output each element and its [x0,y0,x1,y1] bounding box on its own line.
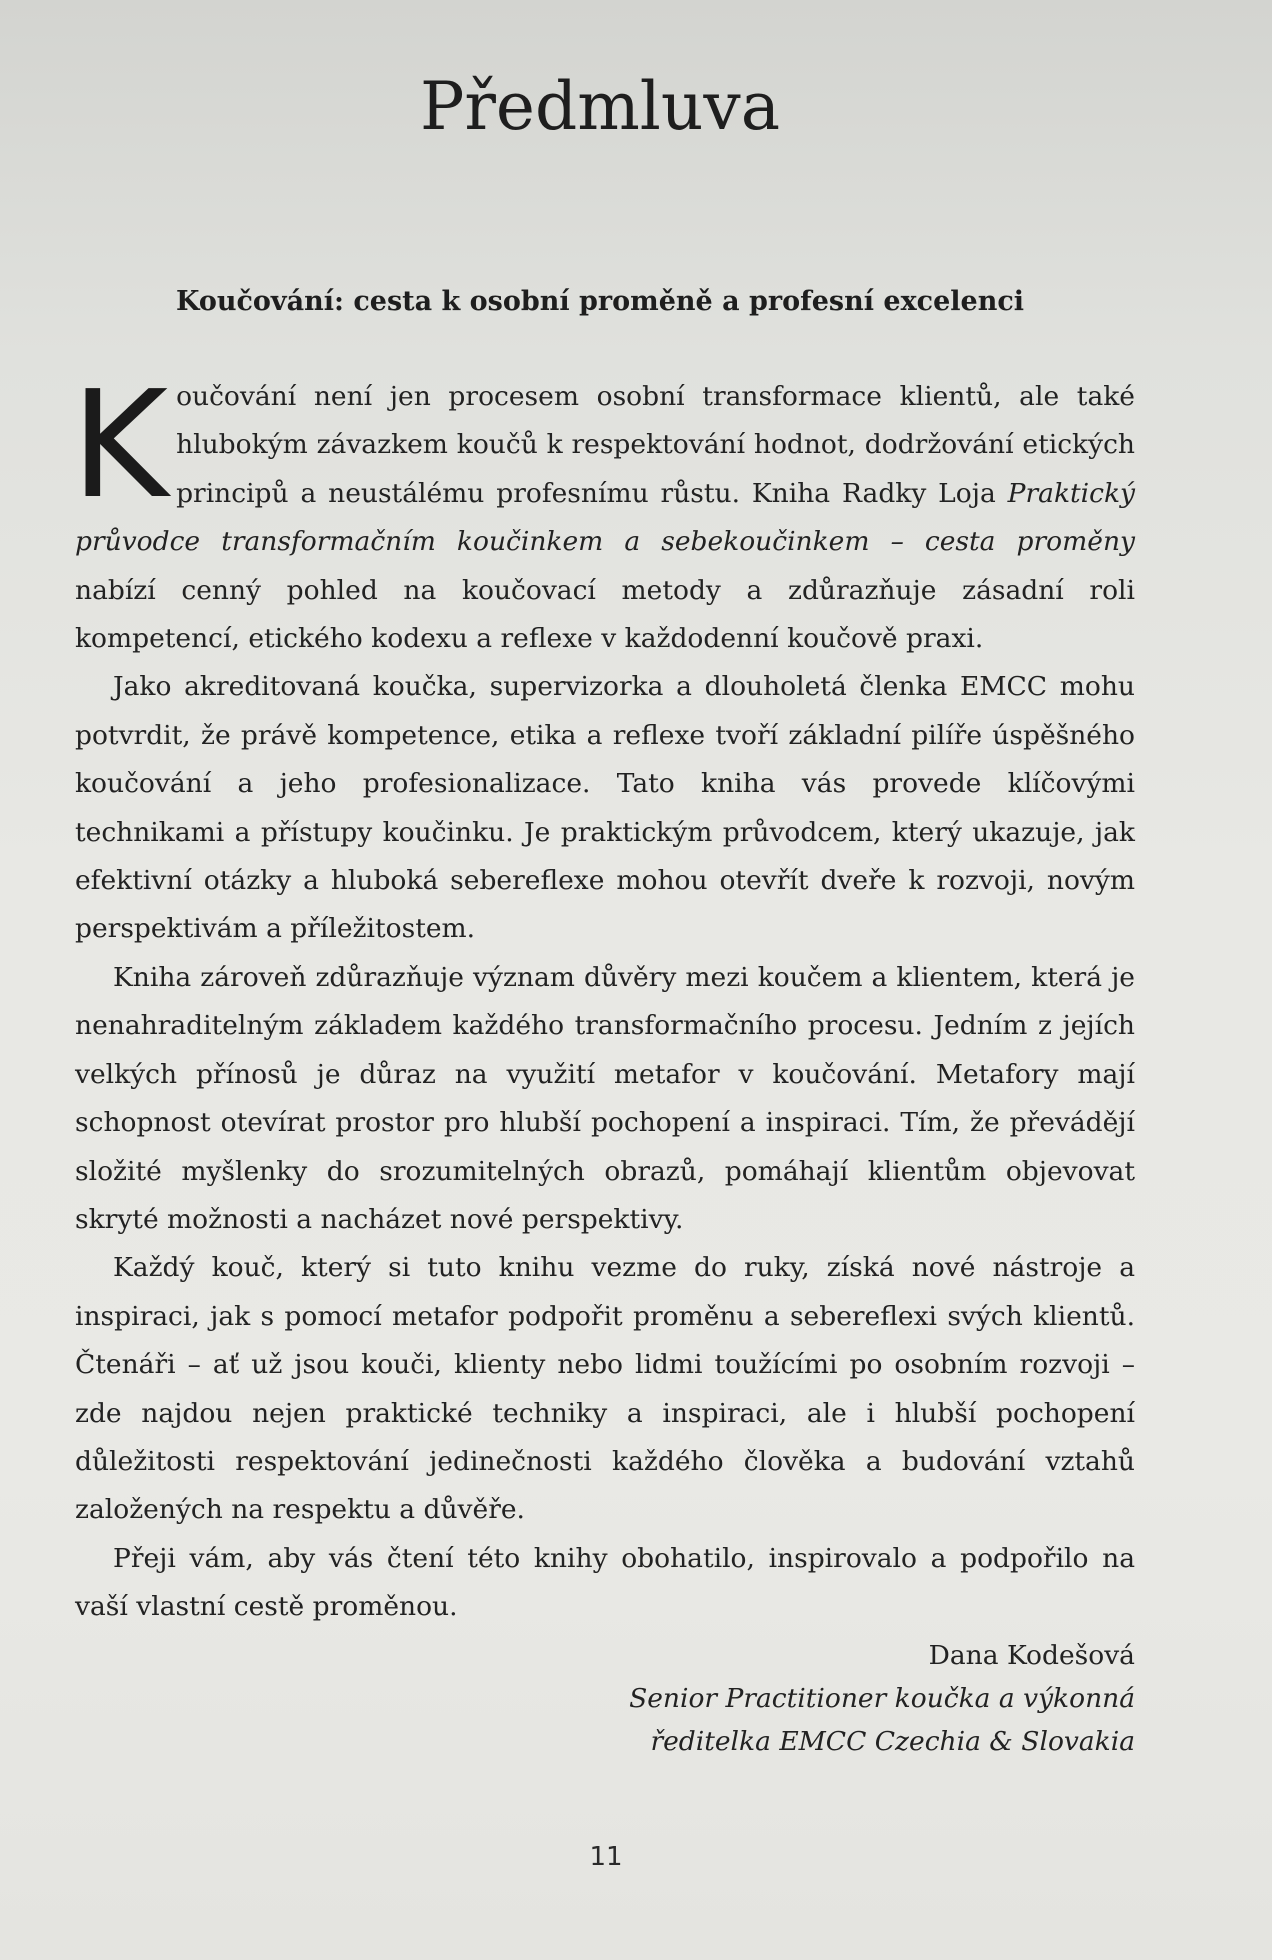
body-text [71,359,1135,1632]
signature-name: Dana Kodešová [928,1640,1135,1671]
page-number: 11 [589,1842,623,1872]
paragraph-1-part-2: nabízí cenný pohled na koučovací metody a zdůrazňuje zásadní roli kompetencí, etického kodexu a reflexe v každodenní koučově praxi. [75,574,1135,655]
signature-block [629,1634,1135,1763]
paragraph-1 [71,359,1135,663]
section-subtitle: Koučování: cesta k osobní proměně a profesní excelenci [175,286,1025,317]
paragraph-5: Přeji vám, aby vás čtení této knihy obohatilo, inspirovalo a podpořilo na vaší vlastní cestě proměnou. [75,1542,1135,1623]
paragraph-4: Každý kouč, který si tuto knihu vezme do ruky, získá nové nástroje a inspiraci, jak s pomocí metafor podpořit proměnu a sebereflexi svých klientů. Čtenáři – ať už jsou kouči, klienty nebo lidmi toužícími po osobním rozvoji – zde najdou nejen praktické techniky a inspiraci, ale i hlubší pochopení důležitosti respektování jedinečnosti každého člověka a budování vztahů založených na respektu a důvěře. [75,1252,1135,1526]
paragraph-1-part-1: oučování není jen procesem osobní transformace klientů, ale také hlubokým závazkem koučů k respektování hodnot, dodržování etických principů a neustálému profesnímu růstu. Kniha Radky Loja [176,381,1135,509]
drop-cap: K [71,359,169,531]
paragraph-2: Jako akreditovaná koučka, supervizorka a dlouholetá členka EMCC mohu potvrdit, že právě kompetence, etika a reflexe tvoří základní pilíře úspěšného koučování a jeho profesionalizace. Tato kniha vás provede klíčovými technikami a přístupy koučinku. Je praktickým průvodcem, který ukazuje, jak efektivní otázky a hluboká sebereflexe mohou otevřít dveře k rozvoji, novým perspektivám a příležitostem. [75,671,1135,945]
page-title: Předmluva [419,68,781,145]
book-title: Praktický průvodce transformačním koučinkem a sebekoučinkem – cesta proměny [75,477,1135,558]
signature-role-line-1: Senior Practitioner koučka a výkonná [629,1683,1135,1714]
signature-role-line-2: ředitelka EMCC Czechia & Slovakia [650,1726,1135,1757]
paragraph-3: Kniha zároveň zdůrazňuje význam důvěry mezi koučem a klientem, která je nenahraditelným základem každého transformačního procesu. Jedním z jejích velkých přínosů je důraz na využití metafor v koučování. Metafory mají schopnost otevírat prostor pro hlubší pochopení a inspiraci. Tím, že převádějí složité myšlenky do srozumitelných obrazů, pomáhají klientům objevovat skryté možnosti a nacházet nové perspektivy. [75,961,1135,1235]
